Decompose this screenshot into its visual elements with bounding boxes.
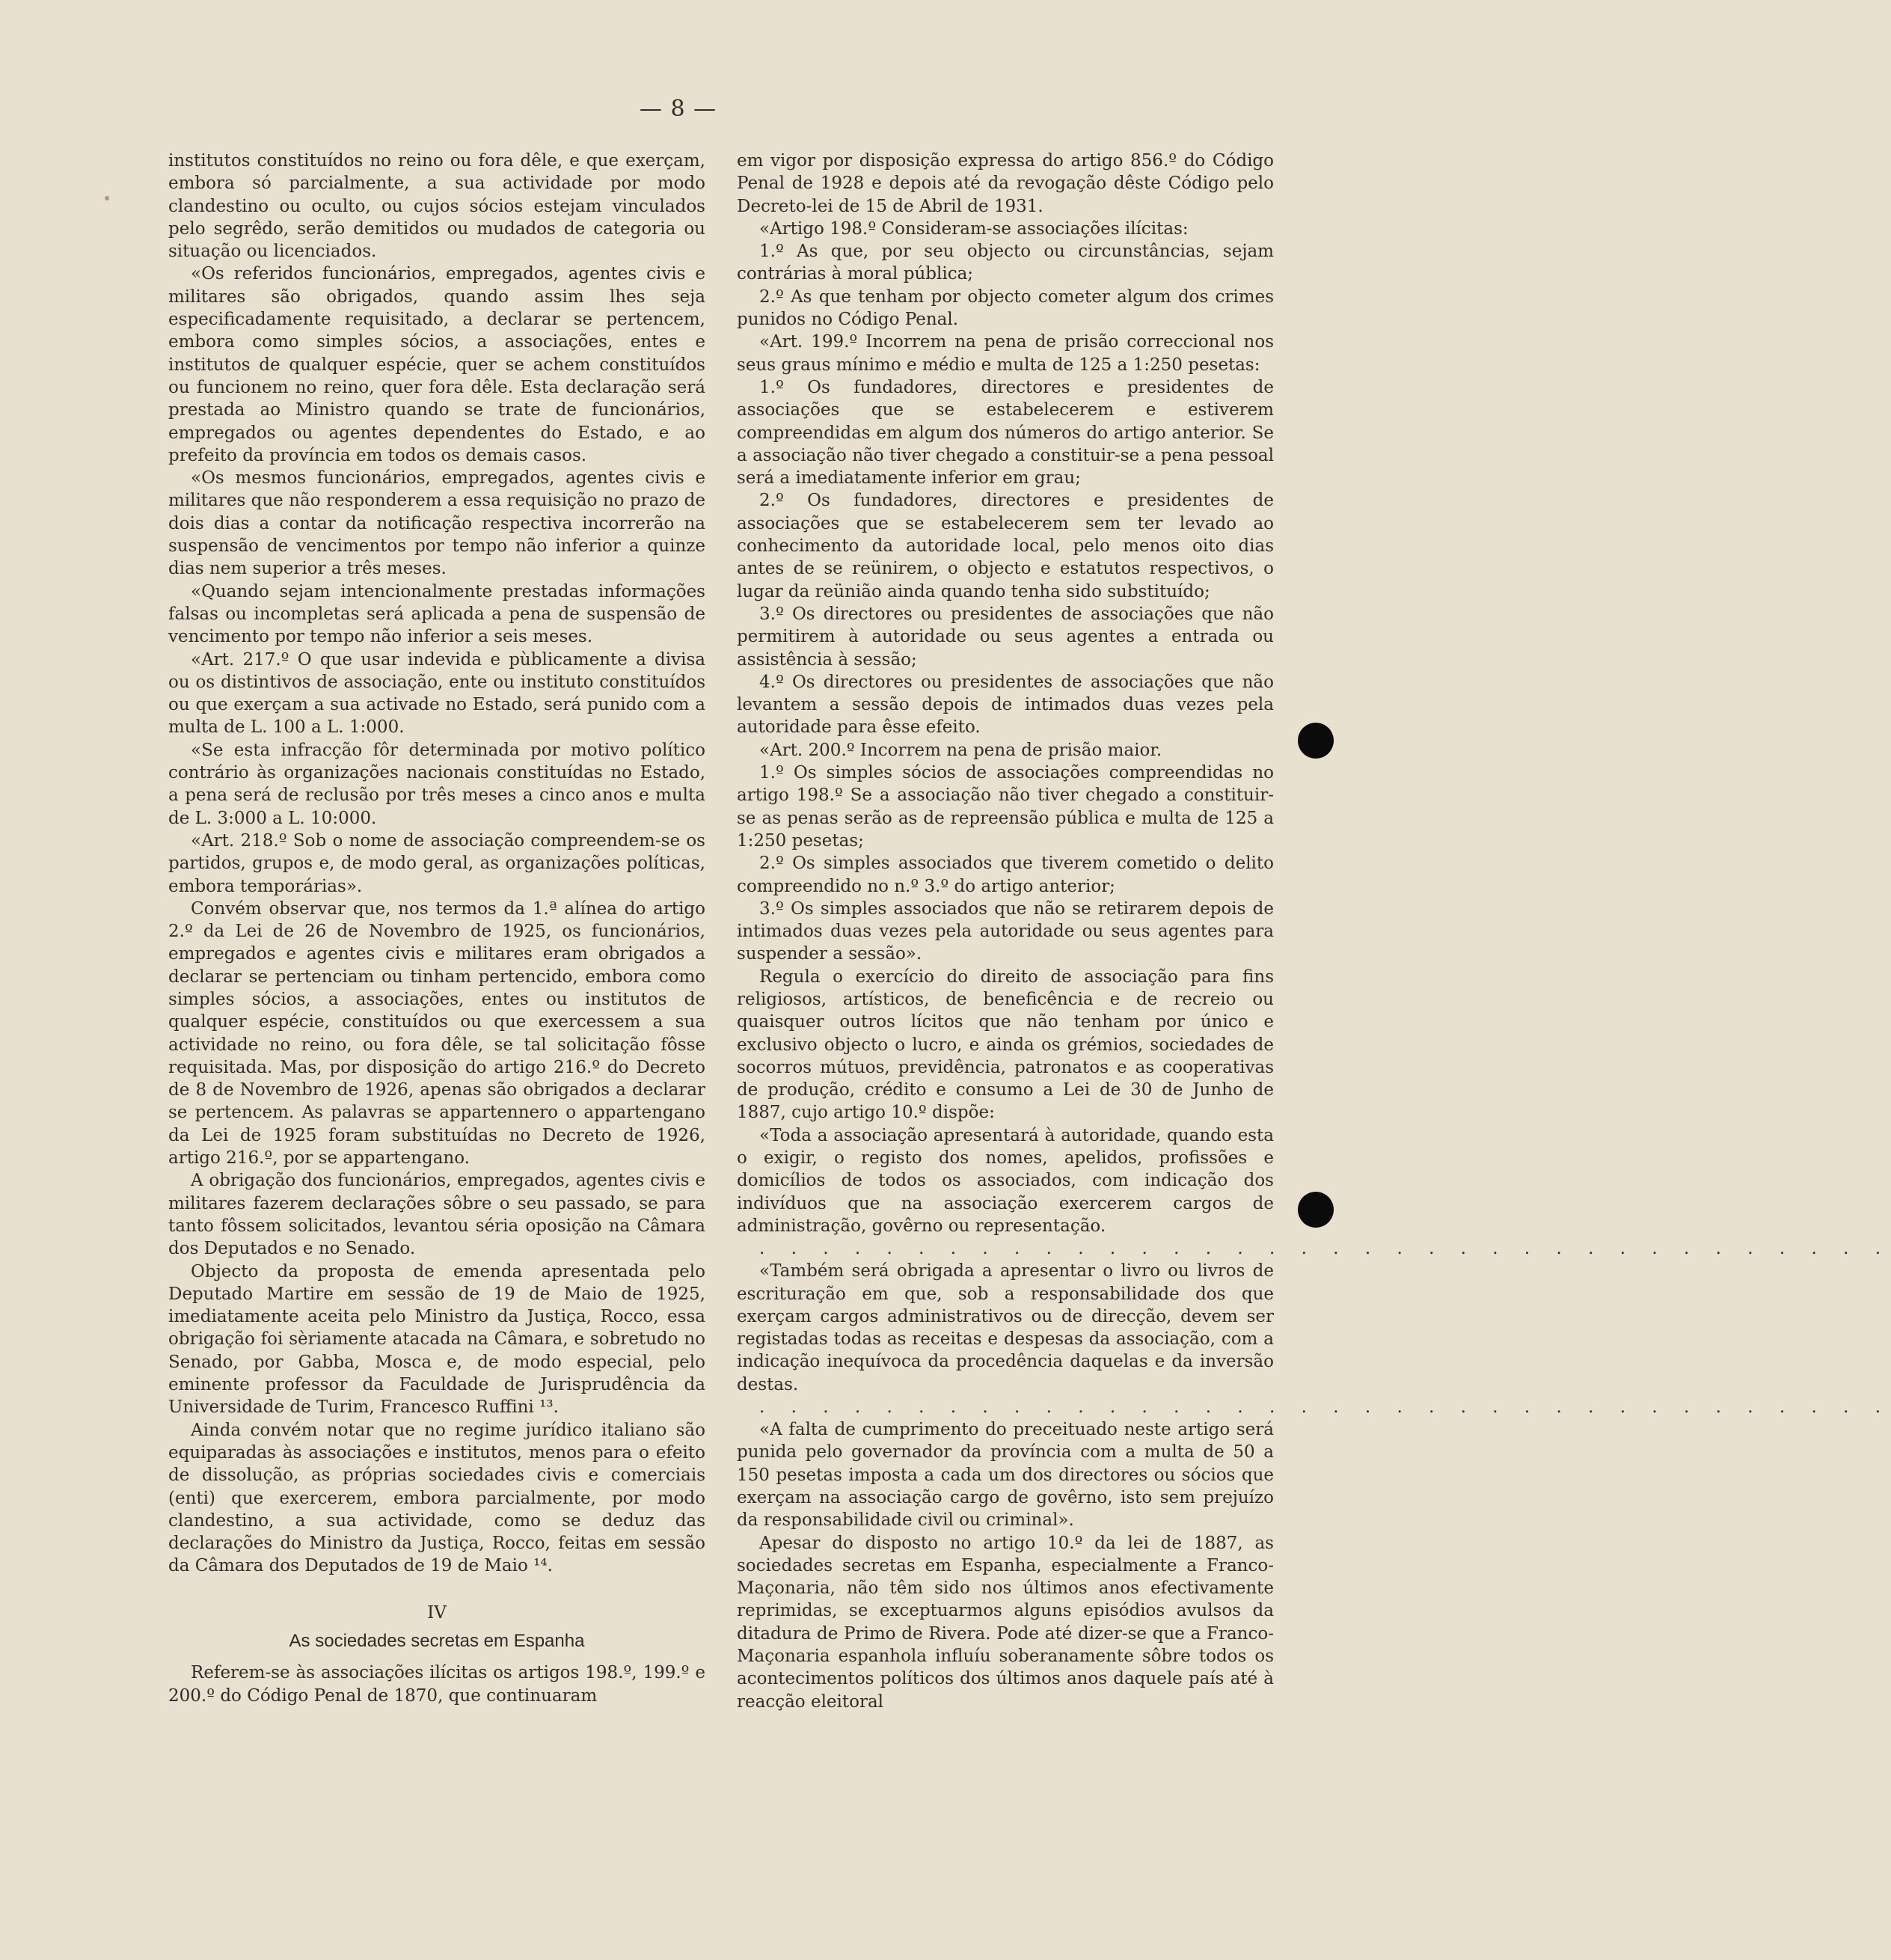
punch-hole [1298, 723, 1334, 759]
paragraph: Ainda convém notar que no regime jurídico italiano são equiparadas às associações e institutos, menos para o efeito de dissolução, as próprias sociedades civis e comerciais (enti) que exercerem, embora parcialmente, por modo clandestino, a sua actividade, como se deduz das declarações do Ministro da Justiça, Rocco, feitas em sessão da Câmara dos Deputados de 19 de Maio ¹⁴. [168, 1420, 705, 1576]
paragraph: 2.º Os simples associados que tiverem cometido o delito compreendido no n.º 3.º do artigo anterior; [737, 854, 1274, 896]
paragraph: institutos constituídos no reino ou fora dêle, e que exerçam, embora só parcialmente, a sua actividade por modo clandestino ou oculto, ou cujos sócios estejam vinculados pelo segrêdo, serão demitidos ou mudados de categoria ou situação ou licenciados. [168, 151, 705, 262]
paragraph: «A falta de cumprimento do preceituado neste artigo será punida pelo governador da província com a multa de 50 a 150 pesetas imposta a cada um dos directores ou sócios que exerçam na associação cargo de govêrno, isto sem prejuízo da responsabilidade civil ou criminal». [737, 1420, 1274, 1531]
paragraph: 1.º Os simples sócios de associações compreendidas no artigo 198.º Se a associação não tiver chegado a constituir-se as penas serão as de repreensão pública e multa de 125 a 1:250 pesetas; [737, 763, 1274, 851]
section-title: As sociedades secretas em Espanha [289, 1631, 585, 1651]
paragraph: «Art. 217.º O que usar indevida e pùblicamente a divisa ou os distintivos de associação, ente ou instituto constituídos ou que exerçam a sua activade no Estado, será punido com a multa de L. 100 a L. 1:000. [168, 649, 705, 738]
paragraph: Referem-se às associações ilícitas os artigos 198.º, 199.º e 200.º do Código Penal de 1870, que continuaram [168, 1663, 705, 1706]
paragraph: Apesar do disposto no artigo 10.º da lei de 1887, as sociedades secretas em Espanha, especialmente a Franco-Maçonaria, não têm sido nos últimos anos efectivamente reprimidas, se exceptuarmos alguns episódios avulsos da ditadura de Primo de Rivera. Pode até dizer-se que a Franco-Maçonaria espanhola influíu soberanamente sôbre todos os acontecimentos políticos dos últimos anos daquele país até à reacção eleitoral [737, 1533, 1274, 1712]
paragraph: Regula o exercício do direito de associação para fins religiosos, artísticos, de beneficência e de recreio ou quaisquer outros lícitos que não tenham por único e exclusivo objecto o lucro, e ainda os grémios, sociedades de socorros mútuos, previdência, patronatos e as cooperativas de produção, crédito e consumo a Lei de 30 de Junho de 1887, cujo artigo 10.º dispõe: [737, 967, 1274, 1123]
left-column [168, 150, 705, 1707]
paragraph: A obrigação dos funcionários, empregados, agentes civis e militares fazerem declarações sôbre o seu passado, se para tanto fôssem solicitados, levantou séria oposição na Câmara dos Deputados e no Senado. [168, 1171, 705, 1259]
dot-leader: . . . . . . . . . . . . . . . . . . . . . . . . . . . . . . . . . . . . [759, 1239, 1891, 1259]
page-number: — 8 — [639, 96, 717, 122]
dot-leader: . . . . . . . . . . . . . . . . . . . . . . . . . . . . . . . . . . . . [759, 1397, 1891, 1418]
paragraph: 2.º Os fundadores, directores e presidentes de associações que se estabelecerem sem ter levado ao conhecimento da autoridade local, pelo menos oito dias antes de se reünirem, o objecto e estatutos respectivos, o lugar da reünião ainda quando tenha sido substituído; [737, 491, 1274, 601]
paragraph: «Artigo 198.º Consideram-se associações ilícitas: [759, 218, 1189, 239]
paragraph: 2.º As que tenham por objecto cometer algum dos crimes punidos no Código Penal. [737, 287, 1274, 330]
punch-hole [1298, 1192, 1334, 1228]
paragraph: «Art. 200.º Incorrem na pena de prisão maior. [759, 740, 1162, 760]
paragraph: Objecto da proposta de emenda apresentada pelo Deputado Martire em sessão de 19 de Maio de 1925, imediatamente aceita pelo Ministro da Justiça, Rocco, essa obrigação foi sèriamente atacada na Câmara, e sobretudo no Senado, por Gabba, Mosca e, de modo especial, pelo eminente professor da Faculdade de Jurisprudência da Universidade de Turim, Francesco Ruffini ¹³. [168, 1261, 705, 1418]
section-number: IV [427, 1602, 447, 1623]
paragraph: 3.º Os directores ou presidentes de associações que não permitirem à autoridade ou seus agentes a entrada ou assistência à sessão; [737, 604, 1274, 670]
paragraph: 1.º Os fundadores, directores e presidentes de associações que se estabelecerem e estiverem compreendidas em algum dos números do artigo anterior. Se a associação não tiver chegado a constituir-se a pena pessoal será a imediatamente inferior em grau; [737, 377, 1274, 489]
paragraph: «Quando sejam intencionalmente prestadas informações falsas ou incompletas será aplicada a pena de suspensão de vencimento por tempo não inferior a seis meses. [168, 581, 705, 647]
paragraph: 1.º As que, por seu objecto ou circunstâncias, sejam contrárias à moral pública; [737, 242, 1274, 284]
paragraph: «Também será obrigada a apresentar o livro ou livros de escrituração em que, sob a responsabilidade dos que exerçam cargos administrativos ou de direcção, devem ser registadas todas as receitas e despesas da associação, com a indicação inequívoca da procedência daquelas e da inversão destas. [737, 1261, 1274, 1394]
paper-speck [105, 196, 109, 200]
paragraph: «Toda a associação apresentará à autoridade, quando esta o exigir, o registo dos nomes, apelidos, profissões e domicílios de todos os associados, com indicação dos indivíduos que na associação exercerem cargos de administração, govêrno ou representação. [737, 1125, 1274, 1236]
paragraph: «Art. 218.º Sob o nome de associação compreendem-se os partidos, grupos e, de modo geral, as organizações políticas, embora temporárias». [168, 830, 705, 896]
paragraph: «Se esta infracção fôr determinada por motivo político contrário às organizações nacionais constituídas no Estado, a pena será de reclusão por três meses a cinco anos e multa de L. 3:000 a L. 10:000. [168, 740, 705, 828]
paragraph: 4.º Os directores ou presidentes de associações que não levantem a sessão depois de intimados duas vezes pela autoridade para êsse efeito. [737, 672, 1274, 738]
paragraph: «Os mesmos funcionários, empregados, agentes civis e militares que não responderem a essa requisição no prazo de dois dias a contar da notificação respectiva incorrerão na suspensão de vencimentos por tempo não inferior a quinze dias nem superior a três meses. [168, 468, 705, 579]
paragraph: em vigor por disposição expressa do artigo 856.º do Código Penal de 1928 e depois até da revogação dêste Código pelo Decreto-lei de 15 de Abril de 1931. [737, 151, 1274, 216]
paragraph: Convém observar que, nos termos da 1.ª alínea do artigo 2.º da Lei de 26 de Novembro de 1925, os funcionários, empregados e agentes civis e militares eram obrigados a declarar se pertenciam ou tinham pertencido, embora como simples sócios, a associações, entes ou institutos de qualquer espécie, constituídos ou que exercessem a sua actividade no reino, ou fora dêle, se tal solicitação fôsse requisitada. Mas, por disposição do artigo 216.º do Decreto de 8 de Novembro de 1926, apenas são obrigados a declarar se pertencem. As palavras se appartennero o appartengano da Lei de 1925 foram substituídas no Decreto de 1926, artigo 216.º, por se appartengano. [168, 898, 705, 1169]
right-column [737, 150, 1891, 1713]
paragraph: «Art. 199.º Incorrem na pena de prisão correccional nos seus graus mínimo e médio e multa de 125 a 1:250 pesetas: [737, 332, 1274, 375]
paragraph: 3.º Os simples associados que não se retirarem depois de intimados duas vezes pela autoridade ou seus agentes para suspender a sessão». [737, 898, 1274, 964]
paragraph: «Os referidos funcionários, empregados, agentes civis e militares são obrigados, quando assim lhes seja especificadamente requisitado, a declarar se pertencem, embora como simples sócios, a associações, entes e institutos de qualquer espécie, quer se achem constituídos ou funcionem no reino, quer fora dêle. Esta declaração será prestada ao Ministro quando se trate de funcionários, empregados ou agentes dependentes do Estado, e ao prefeito da província em todos os demais casos. [168, 264, 705, 465]
